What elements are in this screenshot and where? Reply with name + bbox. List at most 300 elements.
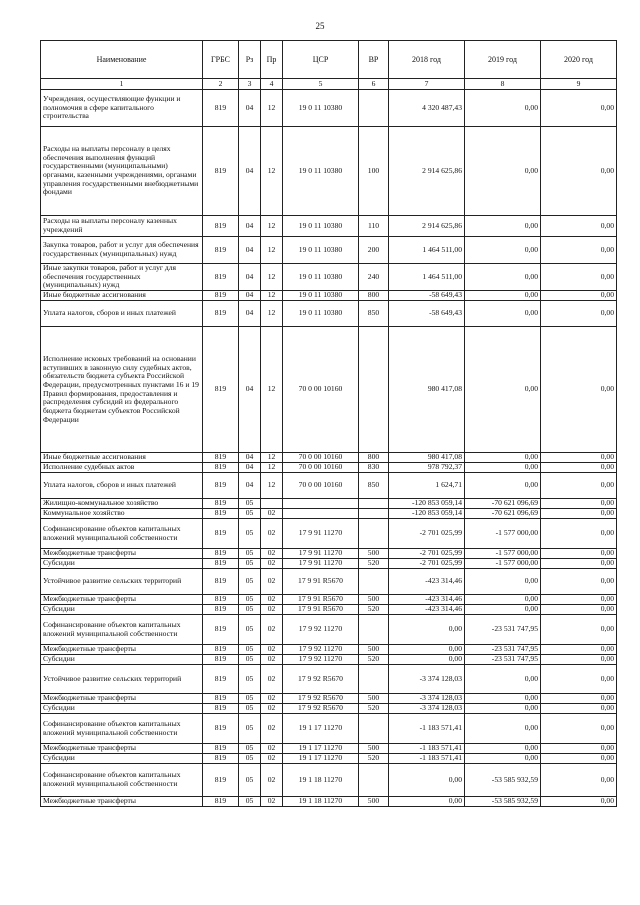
rz-cell: 04 [239, 301, 261, 327]
vr-cell: 200 [359, 237, 389, 264]
column-number: 9 [541, 79, 617, 90]
rz-cell: 05 [239, 665, 261, 694]
rz-cell: 05 [239, 694, 261, 704]
vr-cell: 520 [359, 754, 389, 764]
pr-cell: 12 [261, 453, 283, 463]
grbs-cell: 819 [203, 216, 239, 237]
table-row [41, 90, 617, 127]
csr-cell: 17 9 92 R5670 [283, 694, 359, 704]
amount-2018: 0,00 [389, 764, 465, 797]
table-row [41, 216, 617, 237]
column-header: ГРБС [203, 41, 239, 79]
table-row [41, 764, 617, 797]
vr-cell: 800 [359, 291, 389, 301]
table-row [41, 473, 617, 499]
grbs-cell: 819 [203, 291, 239, 301]
amount-2018: -2 701 025,99 [389, 549, 465, 559]
vr-cell: 800 [359, 453, 389, 463]
rz-cell: 05 [239, 509, 261, 519]
pr-cell: 12 [261, 473, 283, 499]
rz-cell: 05 [239, 595, 261, 605]
csr-cell: 17 9 91 11270 [283, 559, 359, 569]
row-name: Софинансирование объектов капитальных вложений муниципальной собственности [41, 764, 203, 797]
amount-2018: -120 853 059,14 [389, 509, 465, 519]
pr-cell: 02 [261, 714, 283, 744]
column-header: ВР [359, 41, 389, 79]
csr-cell: 19 1 17 11270 [283, 714, 359, 744]
csr-cell [283, 499, 359, 509]
table-header [41, 41, 617, 90]
header-row [41, 41, 617, 79]
csr-cell: 70 0 00 10160 [283, 473, 359, 499]
table-row [41, 797, 617, 807]
csr-cell: 19 1 17 11270 [283, 744, 359, 754]
table-row [41, 754, 617, 764]
amount-2018: -58 649,43 [389, 291, 465, 301]
row-name: Учреждения, осуществляющие функции и полномочия в сфере капитального строительства [41, 90, 203, 127]
vr-cell [359, 569, 389, 595]
grbs-cell: 819 [203, 90, 239, 127]
amount-2019: 0,00 [465, 264, 541, 291]
rz-cell: 05 [239, 605, 261, 615]
row-name: Уплата налогов, сборов и иных платежей [41, 473, 203, 499]
vr-cell [359, 519, 389, 549]
amount-2020: 0,00 [541, 665, 617, 694]
row-name: Субсидии [41, 754, 203, 764]
pr-cell: 12 [261, 463, 283, 473]
rz-cell: 05 [239, 764, 261, 797]
pr-cell: 02 [261, 549, 283, 559]
vr-cell [359, 499, 389, 509]
amount-2020: 0,00 [541, 549, 617, 559]
grbs-cell: 819 [203, 615, 239, 645]
amount-2020: 0,00 [541, 559, 617, 569]
amount-2020: 0,00 [541, 463, 617, 473]
table-row [41, 665, 617, 694]
amount-2019: 0,00 [465, 216, 541, 237]
vr-cell [359, 665, 389, 694]
amount-2018: -3 374 128,03 [389, 665, 465, 694]
amount-2019: -53 585 932,59 [465, 797, 541, 807]
column-number-row [41, 79, 617, 90]
amount-2020: 0,00 [541, 327, 617, 453]
column-header: 2019 год [465, 41, 541, 79]
vr-cell: 500 [359, 694, 389, 704]
csr-cell: 17 9 92 R5670 [283, 665, 359, 694]
rz-cell: 04 [239, 127, 261, 216]
row-name: Субсидии [41, 655, 203, 665]
grbs-cell: 819 [203, 264, 239, 291]
amount-2018: 0,00 [389, 645, 465, 655]
column-header: 2018 год [389, 41, 465, 79]
vr-cell: 500 [359, 595, 389, 605]
table-row [41, 595, 617, 605]
csr-cell: 19 0 11 10380 [283, 216, 359, 237]
vr-cell: 500 [359, 744, 389, 754]
grbs-cell: 819 [203, 595, 239, 605]
rz-cell: 05 [239, 645, 261, 655]
row-name: Софинансирование объектов капитальных вложений муниципальной собственности [41, 714, 203, 744]
rz-cell: 05 [239, 655, 261, 665]
vr-cell: 520 [359, 559, 389, 569]
table-row [41, 509, 617, 519]
vr-cell: 520 [359, 655, 389, 665]
table-row [41, 463, 617, 473]
rz-cell: 04 [239, 327, 261, 453]
csr-cell [283, 509, 359, 519]
vr-cell [359, 714, 389, 744]
pr-cell: 02 [261, 569, 283, 595]
row-name: Коммунальное хозяйство [41, 509, 203, 519]
budget-table [40, 40, 617, 807]
row-name: Закупка товаров, работ и услуг для обеспечения государственных (муниципальных) нужд [41, 237, 203, 264]
amount-2020: 0,00 [541, 90, 617, 127]
column-number: 6 [359, 79, 389, 90]
amount-2019: 0,00 [465, 453, 541, 463]
amount-2020: 0,00 [541, 237, 617, 264]
amount-2019: -23 531 747,95 [465, 645, 541, 655]
csr-cell: 70 0 00 10160 [283, 453, 359, 463]
amount-2020: 0,00 [541, 645, 617, 655]
vr-cell: 520 [359, 704, 389, 714]
pr-cell: 02 [261, 754, 283, 764]
table-row [41, 714, 617, 744]
amount-2020: 0,00 [541, 264, 617, 291]
row-name: Межбюджетные трансферты [41, 797, 203, 807]
table-row [41, 645, 617, 655]
table-row [41, 519, 617, 549]
grbs-cell: 819 [203, 605, 239, 615]
pr-cell: 12 [261, 216, 283, 237]
row-name: Софинансирование объектов капитальных вложений муниципальной собственности [41, 615, 203, 645]
amount-2020: 0,00 [541, 694, 617, 704]
amount-2019: 0,00 [465, 595, 541, 605]
row-name: Расходы на выплаты персоналу в целях обеспечения выполнения функций государственными (муниципальными) органами, казенными учреждениями, органами управления государственными внебюджетными фондами [41, 127, 203, 216]
amount-2018: -1 183 571,41 [389, 714, 465, 744]
column-number: 5 [283, 79, 359, 90]
amount-2019: 0,00 [465, 473, 541, 499]
column-number: 8 [465, 79, 541, 90]
grbs-cell: 819 [203, 559, 239, 569]
amount-2020: 0,00 [541, 744, 617, 754]
column-header: Наименование [41, 41, 203, 79]
amount-2020: 0,00 [541, 797, 617, 807]
csr-cell: 17 9 91 11270 [283, 519, 359, 549]
vr-cell: 240 [359, 264, 389, 291]
table-row [41, 327, 617, 453]
vr-cell: 830 [359, 463, 389, 473]
amount-2020: 0,00 [541, 615, 617, 645]
csr-cell: 19 1 18 11270 [283, 764, 359, 797]
amount-2019: -23 531 747,95 [465, 655, 541, 665]
amount-2019: -23 531 747,95 [465, 615, 541, 645]
row-name: Расходы на выплаты персоналу казенных учреждений [41, 216, 203, 237]
amount-2020: 0,00 [541, 519, 617, 549]
pr-cell: 02 [261, 595, 283, 605]
pr-cell: 02 [261, 559, 283, 569]
amount-2019: 0,00 [465, 694, 541, 704]
pr-cell: 02 [261, 615, 283, 645]
csr-cell: 17 9 92 11270 [283, 615, 359, 645]
vr-cell [359, 764, 389, 797]
amount-2018: -423 314,46 [389, 595, 465, 605]
rz-cell: 04 [239, 216, 261, 237]
amount-2020: 0,00 [541, 595, 617, 605]
row-name: Исполнение судебных актов [41, 463, 203, 473]
amount-2018: 0,00 [389, 797, 465, 807]
row-name: Межбюджетные трансферты [41, 645, 203, 655]
amount-2019: 0,00 [465, 127, 541, 216]
rz-cell: 04 [239, 264, 261, 291]
column-number: 1 [41, 79, 203, 90]
column-number: 7 [389, 79, 465, 90]
column-header: Рз [239, 41, 261, 79]
amount-2019: 0,00 [465, 714, 541, 744]
amount-2018: -2 701 025,99 [389, 519, 465, 549]
column-number: 4 [261, 79, 283, 90]
csr-cell: 19 0 11 10380 [283, 127, 359, 216]
amount-2018: -58 649,43 [389, 301, 465, 327]
rz-cell: 05 [239, 797, 261, 807]
amount-2020: 0,00 [541, 569, 617, 595]
csr-cell: 19 0 11 10380 [283, 237, 359, 264]
csr-cell: 19 0 11 10380 [283, 90, 359, 127]
grbs-cell: 819 [203, 569, 239, 595]
row-name: Межбюджетные трансферты [41, 595, 203, 605]
table-row [41, 605, 617, 615]
csr-cell: 19 0 11 10380 [283, 301, 359, 327]
rz-cell: 05 [239, 704, 261, 714]
row-name: Иные закупки товаров, работ и услуг для обеспечения государственных (муниципальных) нужд [41, 264, 203, 291]
amount-2018: 1 464 511,00 [389, 264, 465, 291]
amount-2020: 0,00 [541, 127, 617, 216]
row-name: Жилищно-коммунальное хозяйство [41, 499, 203, 509]
csr-cell: 19 0 11 10380 [283, 264, 359, 291]
csr-cell: 17 9 92 11270 [283, 645, 359, 655]
row-name: Межбюджетные трансферты [41, 694, 203, 704]
grbs-cell: 819 [203, 237, 239, 264]
rz-cell: 04 [239, 90, 261, 127]
amount-2019: -1 577 000,00 [465, 559, 541, 569]
csr-cell: 17 9 91 11270 [283, 549, 359, 559]
pr-cell: 12 [261, 90, 283, 127]
grbs-cell: 819 [203, 655, 239, 665]
amount-2020: 0,00 [541, 509, 617, 519]
csr-cell: 19 1 18 11270 [283, 797, 359, 807]
pr-cell: 12 [261, 301, 283, 327]
amount-2020: 0,00 [541, 655, 617, 665]
pr-cell: 02 [261, 509, 283, 519]
amount-2019: 0,00 [465, 754, 541, 764]
csr-cell: 70 0 00 10160 [283, 463, 359, 473]
pr-cell: 02 [261, 645, 283, 655]
amount-2018: 0,00 [389, 615, 465, 645]
csr-cell: 70 0 00 10160 [283, 327, 359, 453]
amount-2019: 0,00 [465, 569, 541, 595]
amount-2019: -1 577 000,00 [465, 519, 541, 549]
grbs-cell: 819 [203, 645, 239, 655]
amount-2019: 0,00 [465, 291, 541, 301]
column-header: 2020 год [541, 41, 617, 79]
amount-2018: 978 792,37 [389, 463, 465, 473]
grbs-cell: 819 [203, 453, 239, 463]
rz-cell: 05 [239, 549, 261, 559]
csr-cell: 19 1 17 11270 [283, 754, 359, 764]
amount-2018: 1 624,71 [389, 473, 465, 499]
table-row [41, 301, 617, 327]
page-number: 25 [315, 21, 325, 31]
pr-cell [261, 499, 283, 509]
pr-cell: 02 [261, 744, 283, 754]
pr-cell: 12 [261, 127, 283, 216]
pr-cell: 12 [261, 291, 283, 301]
amount-2018: -423 314,46 [389, 605, 465, 615]
rz-cell: 05 [239, 499, 261, 509]
row-name: Иные бюджетные ассигнования [41, 291, 203, 301]
vr-cell: 850 [359, 301, 389, 327]
vr-cell: 100 [359, 127, 389, 216]
amount-2018: 2 914 625,86 [389, 216, 465, 237]
amount-2018: 1 464 511,00 [389, 237, 465, 264]
pr-cell: 02 [261, 655, 283, 665]
pr-cell: 02 [261, 665, 283, 694]
amount-2020: 0,00 [541, 704, 617, 714]
rz-cell: 04 [239, 237, 261, 264]
amount-2020: 0,00 [541, 499, 617, 509]
table-row [41, 744, 617, 754]
table-row [41, 615, 617, 645]
amount-2019: -53 585 932,59 [465, 764, 541, 797]
rz-cell: 04 [239, 291, 261, 301]
pr-cell: 02 [261, 605, 283, 615]
pr-cell: 02 [261, 694, 283, 704]
row-name: Субсидии [41, 704, 203, 714]
column-header: Пр [261, 41, 283, 79]
amount-2019: 0,00 [465, 301, 541, 327]
grbs-cell: 819 [203, 744, 239, 754]
vr-cell: 500 [359, 549, 389, 559]
csr-cell: 17 9 92 R5670 [283, 704, 359, 714]
grbs-cell: 819 [203, 714, 239, 744]
amount-2018: 0,00 [389, 655, 465, 665]
csr-cell: 17 9 92 11270 [283, 655, 359, 665]
rz-cell: 05 [239, 744, 261, 754]
amount-2018: 980 417,08 [389, 453, 465, 463]
amount-2019: -70 621 096,69 [465, 499, 541, 509]
grbs-cell: 819 [203, 127, 239, 216]
grbs-cell: 819 [203, 509, 239, 519]
amount-2019: -70 621 096,69 [465, 509, 541, 519]
row-name: Уплата налогов, сборов и иных платежей [41, 301, 203, 327]
grbs-cell: 819 [203, 301, 239, 327]
grbs-cell: 819 [203, 754, 239, 764]
amount-2019: 0,00 [465, 90, 541, 127]
pr-cell: 12 [261, 237, 283, 264]
amount-2020: 0,00 [541, 764, 617, 797]
pr-cell: 12 [261, 327, 283, 453]
rz-cell: 04 [239, 463, 261, 473]
table-row [41, 453, 617, 463]
amount-2018: -120 853 059,14 [389, 499, 465, 509]
vr-cell: 500 [359, 797, 389, 807]
amount-2018: -1 183 571,41 [389, 754, 465, 764]
rz-cell: 05 [239, 559, 261, 569]
row-name: Межбюджетные трансферты [41, 744, 203, 754]
grbs-cell: 819 [203, 704, 239, 714]
grbs-cell: 819 [203, 694, 239, 704]
grbs-cell: 819 [203, 473, 239, 499]
grbs-cell: 819 [203, 499, 239, 509]
table-row [41, 499, 617, 509]
table-row [41, 655, 617, 665]
row-name: Иные бюджетные ассигнования [41, 453, 203, 463]
row-name: Устойчивое развитие сельских территорий [41, 665, 203, 694]
amount-2020: 0,00 [541, 473, 617, 499]
amount-2020: 0,00 [541, 453, 617, 463]
table-body [41, 90, 617, 807]
table-row [41, 291, 617, 301]
table-row [41, 559, 617, 569]
amount-2018: 980 417,08 [389, 327, 465, 453]
column-number: 3 [239, 79, 261, 90]
grbs-cell: 819 [203, 665, 239, 694]
table-row [41, 264, 617, 291]
vr-cell [359, 509, 389, 519]
amount-2020: 0,00 [541, 605, 617, 615]
amount-2020: 0,00 [541, 714, 617, 744]
row-name: Исполнение исковых требований на основании вступивших в законную силу судебных актов, обязательств бюджета субъекта Российской Федерации, предусмотренных пунктами 16 и 19 Правил формирования, предоставления и распределения субсидий из федерального бюджета бюджетам субъектов Российской Федерации [41, 327, 203, 453]
amount-2018: 4 320 487,43 [389, 90, 465, 127]
amount-2018: 2 914 625,86 [389, 127, 465, 216]
amount-2020: 0,00 [541, 301, 617, 327]
amount-2018: -423 314,46 [389, 569, 465, 595]
pr-cell: 02 [261, 519, 283, 549]
amount-2018: -2 701 025,99 [389, 559, 465, 569]
grbs-cell: 819 [203, 519, 239, 549]
amount-2019: 0,00 [465, 237, 541, 264]
csr-cell: 19 0 11 10380 [283, 291, 359, 301]
table-row [41, 237, 617, 264]
amount-2020: 0,00 [541, 754, 617, 764]
grbs-cell: 819 [203, 463, 239, 473]
grbs-cell: 819 [203, 549, 239, 559]
table-row [41, 569, 617, 595]
row-name: Субсидии [41, 605, 203, 615]
table-row [41, 704, 617, 714]
grbs-cell: 819 [203, 327, 239, 453]
vr-cell: 520 [359, 605, 389, 615]
grbs-cell: 819 [203, 764, 239, 797]
amount-2019: 0,00 [465, 605, 541, 615]
table-row [41, 694, 617, 704]
rz-cell: 05 [239, 569, 261, 595]
column-number: 2 [203, 79, 239, 90]
amount-2019: 0,00 [465, 665, 541, 694]
amount-2019: 0,00 [465, 327, 541, 453]
row-name: Устойчивое развитие сельских территорий [41, 569, 203, 595]
row-name: Софинансирование объектов капитальных вложений муниципальной собственности [41, 519, 203, 549]
amount-2018: -1 183 571,41 [389, 744, 465, 754]
amount-2018: -3 374 128,03 [389, 704, 465, 714]
amount-2019: -1 577 000,00 [465, 549, 541, 559]
amount-2018: -3 374 128,03 [389, 694, 465, 704]
amount-2019: 0,00 [465, 744, 541, 754]
rz-cell: 04 [239, 453, 261, 463]
csr-cell: 17 9 91 R5670 [283, 595, 359, 605]
column-header: ЦСР [283, 41, 359, 79]
pr-cell: 02 [261, 797, 283, 807]
csr-cell: 17 9 91 R5670 [283, 569, 359, 595]
